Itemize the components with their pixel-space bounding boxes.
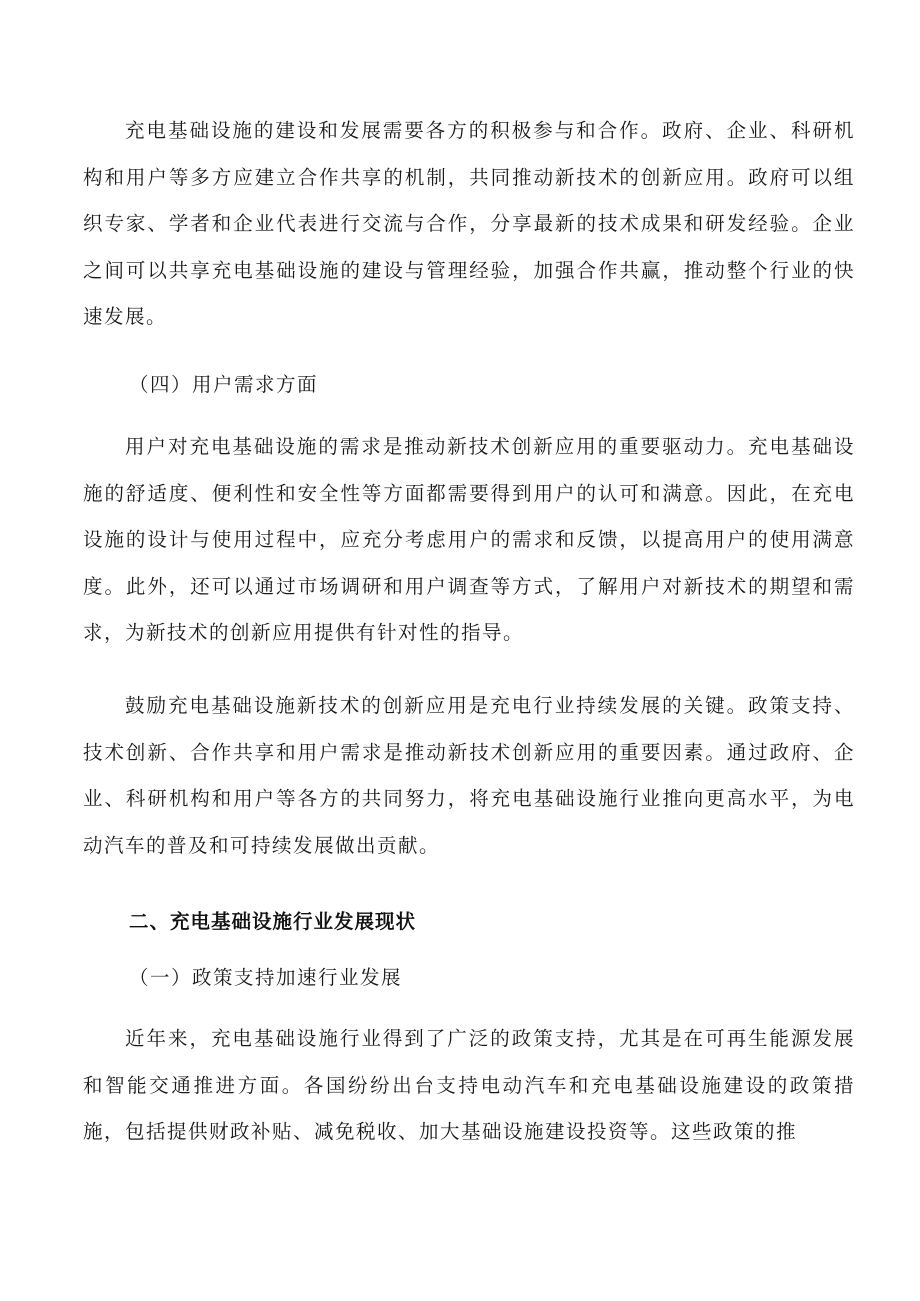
paragraph-user-demand: 用户对充电基础设施的需求是推动新技术创新应用的重要驱动力。充电基础设施的舒适度、便利性和安全性等方面都需要得到用户的认可和满意。因此，在充电设施的设计与使用过程中，应充分考虑用户的需求和反馈，以提高用户的使用满意度。此外，还可以通过市场调研和用户调查等方式，了解用户对新技术的期望和需求，为新技术的创新应用提供有针对性的指导。 — [83, 435, 855, 644]
paragraph-summary: 鼓励充电基础设施新技术的创新应用是充电行业持续发展的关键。政策支持、技术创新、合作共享和用户需求是推动新技术创新应用的重要因素。通过政府、企业、科研机构和用户等各方的共同努力，将充电基础设施行业推向更高水平，为电动汽车的普及和可持续发展做出贡献。 — [83, 694, 855, 857]
paragraph-cooperation: 充电基础设施的建设和发展需要各方的积极参与和合作。政府、企业、科研机构和用户等多方应建立合作共享的机制，共同推动新技术的创新应用。政府可以组织专家、学者和企业代表进行交流与合作，分享最新的技术成果和研发经验。企业之间可以共享充电基础设施的建设与管理经验，加强合作共赢，推动整个行业的快速发展。 — [83, 119, 855, 328]
subheading-user-demand: （四）用户需求方面 — [129, 373, 319, 396]
section-heading-industry-status: 二、充电基础设施行业发展现状 — [129, 910, 417, 933]
paragraph-policy-support: 近年来，充电基础设施行业得到了广泛的政策支持，尤其是在可再生能源发展和智能交通推进方面。各国纷纷出台支持电动汽车和充电基础设施建设的政策措施，包括提供财政补贴、减免税收、加大基础设施建设投资等。这些政策的推 — [83, 1027, 855, 1143]
subheading-policy-support: （一）政策支持加速行业发展 — [129, 966, 403, 989]
